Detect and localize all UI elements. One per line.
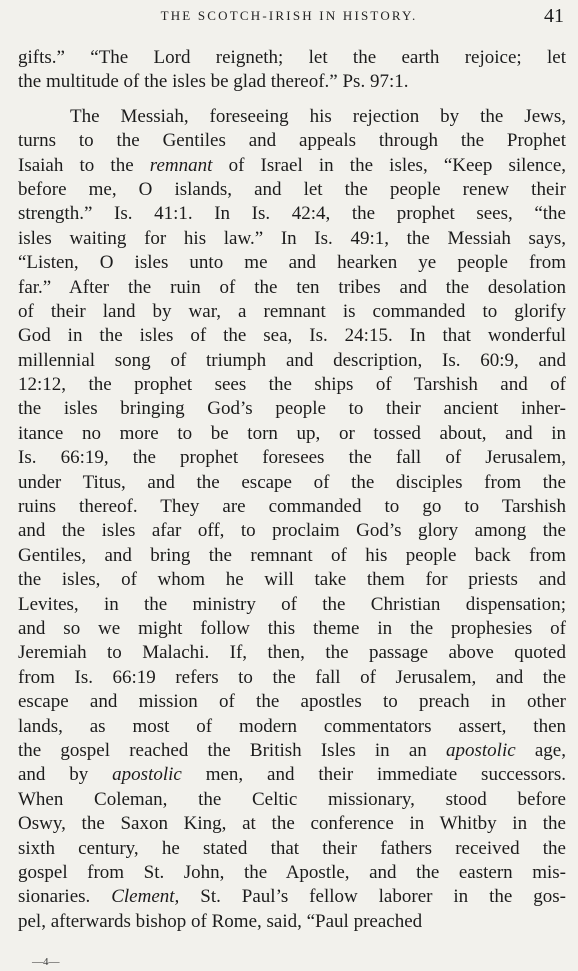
text-line <box>18 471 566 495</box>
italic-text: remnant <box>149 154 213 176</box>
text-line <box>18 788 566 812</box>
text-line <box>18 837 566 861</box>
text-run: from Is. 66:19 refers to the fall of Jerusalem, and the <box>18 666 566 688</box>
page-number: 41 <box>544 5 564 27</box>
text-line <box>18 276 566 300</box>
text-line <box>18 300 566 324</box>
text-run: ruins thereof. They are commanded to go to Tarshish <box>18 496 566 518</box>
text-run: age, <box>515 739 566 761</box>
text-line <box>18 763 566 787</box>
text-run: men, and their immediate successors. <box>181 764 567 786</box>
text-run: pel, afterwards bishop of Rome, said, “Paul preached <box>18 910 423 932</box>
text-run: the gospel reached the British Isles in an <box>18 739 446 761</box>
text-run: turns to the Gentiles and appeals through the Prophet <box>18 130 566 152</box>
text-line <box>18 641 566 665</box>
text-line <box>18 349 566 373</box>
text-run: the multitude of the isles be glad thereof.” Ps. 97:1. <box>18 71 409 93</box>
text-run: When Coleman, the Celtic missionary, stood before <box>18 788 566 810</box>
text-run: sionaries. <box>18 886 112 908</box>
text-line <box>18 593 566 617</box>
text-line <box>18 519 566 543</box>
text-run: Gentiles, and bring the remnant of his people back from <box>18 544 566 566</box>
text-line <box>18 324 566 348</box>
text-run: under Titus, and the escape of the disciples from the <box>18 471 566 493</box>
text-line <box>18 202 566 226</box>
text-line <box>18 812 566 836</box>
text-run: and by <box>18 764 113 786</box>
text-run: St. Paul’s fellow laborer in the gos- <box>179 886 566 908</box>
text-line <box>18 227 566 251</box>
paragraph <box>18 46 566 95</box>
signature-mark: —4— <box>32 956 60 968</box>
text-run: escape and mission of the apostles to preach in other <box>18 691 566 713</box>
text-run: itance no more to be torn up, or tossed about, and in <box>18 422 566 444</box>
text-run: isles waiting for his law.” In Is. 49:1, the Messiah says, <box>18 227 566 249</box>
text-run: and the isles afar off, to proclaim God’s glory among the <box>18 520 566 542</box>
text-line <box>18 715 566 739</box>
text-run: gifts.” “The Lord reigneth; let the earth rejoice; let <box>18 47 566 68</box>
text-run: strength.” Is. 41:1. In Is. 42:4, the prophet sees, “the <box>18 203 566 225</box>
text-line <box>18 178 566 202</box>
text-run: gospel from St. John, the Apostle, and the eastern mis- <box>18 861 566 883</box>
text-line <box>18 495 566 519</box>
text-run: Oswy, the Saxon King, at the conference in Whitby in the <box>18 813 566 835</box>
text-line <box>18 617 566 641</box>
text-line <box>18 373 566 397</box>
text-line <box>18 70 566 94</box>
text-line <box>18 666 566 690</box>
text-run: lands, as most of modern commentators assert, then <box>18 715 566 737</box>
body-text <box>18 46 566 934</box>
text-line <box>18 46 566 70</box>
paragraph <box>18 105 566 934</box>
text-run: “Listen, O isles unto me and hearken ye people from <box>18 252 566 274</box>
italic-text: apostolic <box>112 764 182 786</box>
italic-text: Clement, <box>111 886 180 908</box>
text-run: Is. 66:19, the prophet foresees the fall of Jerusalem, <box>18 447 566 469</box>
text-line <box>18 568 566 592</box>
paragraph-gap <box>18 95 566 105</box>
text-run: the isles bringing God’s people to their ancient inher- <box>18 398 566 420</box>
text-run: millennial song of triumph and description, Is. 60:9, and <box>18 349 566 371</box>
text-line <box>18 739 566 763</box>
text-run: The Messiah, foreseeing his rejection by the Jews, <box>70 105 566 127</box>
text-line <box>18 129 566 153</box>
text-line <box>18 861 566 885</box>
text-run: the isles, of whom he will take them for priests and <box>18 569 566 591</box>
text-run: of Israel in the isles, “Keep silence, <box>212 154 567 176</box>
text-line <box>18 446 566 470</box>
running-title: THE SCOTCH-IRISH IN HISTORY. <box>160 8 418 23</box>
text-line <box>18 154 566 178</box>
italic-text: apostolic <box>446 739 516 761</box>
text-run: Jeremiah to Malachi. If, then, the passage above quoted <box>18 642 566 664</box>
text-run: and so we might follow this theme in the prophesies of <box>18 617 566 639</box>
running-head <box>0 5 578 30</box>
text-run: 12:12, the prophet sees the ships of Tarshish and of <box>18 374 566 396</box>
text-line <box>18 544 566 568</box>
text-run: sixth century, he stated that their fathers received the <box>18 837 566 859</box>
text-run: God in the isles of the sea, Is. 24:15. In that wonderful <box>18 325 566 347</box>
text-line <box>18 690 566 714</box>
text-line <box>18 251 566 275</box>
text-line <box>18 910 566 934</box>
text-run: before me, O islands, and let the people renew their <box>18 178 566 200</box>
text-line <box>18 885 566 909</box>
text-line <box>18 422 566 446</box>
text-run: Levites, in the ministry of the Christian dispensation; <box>18 593 566 615</box>
text-run: Isaiah to the <box>18 154 150 176</box>
text-line <box>18 397 566 421</box>
text-run: far.” After the ruin of the ten tribes and the desolation <box>18 276 566 298</box>
text-run: of their land by war, a remnant is commanded to glorify <box>18 300 566 322</box>
text-line <box>18 105 566 129</box>
